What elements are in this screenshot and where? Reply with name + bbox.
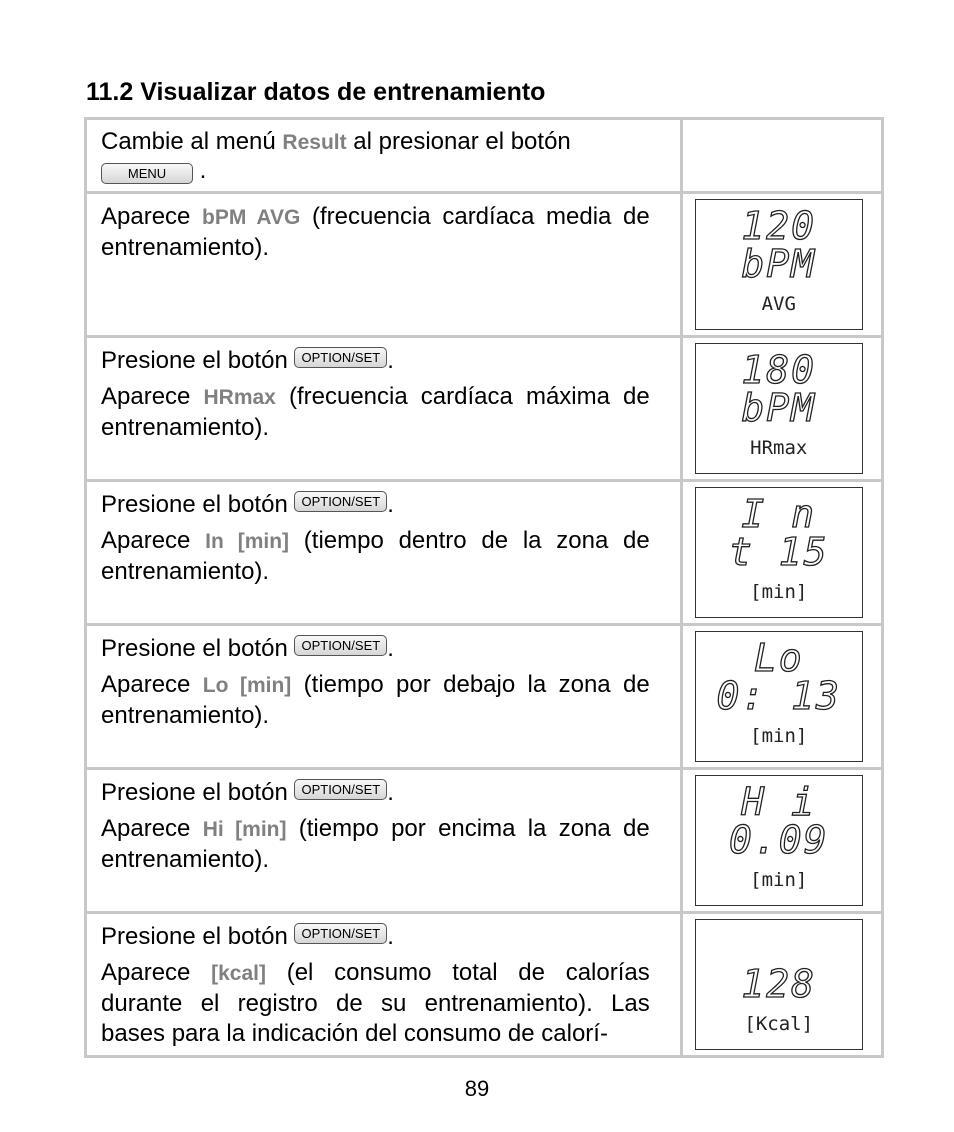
instruction-text: Aparece In [min] (tiempo dentro de la zona de entrenamiento).: [101, 527, 650, 585]
lcd-display: [695, 199, 863, 330]
instruction-cell: [87, 626, 683, 770]
option-set-button-graphic: OPTION/SET: [294, 635, 387, 656]
keyword: In [min]: [205, 530, 290, 553]
table-row: [87, 914, 884, 1058]
lcd-line-1: H i: [741, 780, 817, 824]
option-set-button-graphic: OPTION/SET: [294, 347, 387, 368]
menu-keyword: Result: [282, 131, 347, 154]
option-set-button-graphic: OPTION/SET: [294, 923, 387, 944]
option-set-button-graphic: OPTION/SET: [294, 491, 387, 512]
lcd-display: [695, 775, 863, 906]
press-text: Presione el botón OPTION/SET .: [101, 491, 394, 518]
lcd-display: [695, 919, 863, 1050]
lcd-line-2: bPM: [741, 386, 817, 430]
keyword: Hi [min]: [202, 818, 287, 841]
table-row: [87, 338, 884, 482]
display-cell: [683, 194, 884, 338]
instruction-cell: [87, 482, 683, 626]
keyword: [kcal]: [211, 962, 266, 985]
lcd-line-2: 0.09: [728, 818, 829, 862]
instruction-text: Aparece [kcal] (el consumo total de calorías durante el registro de su entrenamiento). Las bases para la indicación del consumo de calorí-: [101, 959, 650, 1047]
display-cell: [683, 482, 884, 626]
lcd-line-3: [min]: [750, 581, 808, 603]
lcd-display: [695, 343, 863, 474]
display-cell-empty: [683, 120, 884, 194]
section-heading: 11.2 Visualizar datos de entrenamiento: [86, 78, 546, 106]
display-cell: [683, 914, 884, 1058]
press-text: Presione el botón OPTION/SET .: [101, 779, 394, 806]
option-set-button-graphic: OPTION/SET: [294, 779, 387, 800]
lcd-line-3: [Kcal]: [744, 1013, 814, 1035]
instruction-cell: [87, 338, 683, 482]
instruction-text: Aparece Hi [min] (tiempo por encima la zona de entrenamiento).: [101, 815, 650, 873]
lcd-line-2: bPM: [741, 242, 817, 286]
keyword: bPM AVG: [202, 206, 301, 229]
lcd-line-3: [min]: [750, 725, 808, 747]
lcd-line-3: [min]: [750, 869, 808, 891]
press-text: Presione el botón OPTION/SET .: [101, 347, 394, 374]
instruction-text: Aparece Lo [min] (tiempo por debajo la zona de entrenamiento).: [101, 671, 650, 729]
table-row: [87, 120, 884, 194]
lcd-line-1: I n: [741, 492, 817, 536]
display-cell: [683, 626, 884, 770]
table-row: [87, 770, 884, 914]
instruction-text: Cambie al menú Result al presionar el botón MENU .: [101, 128, 571, 184]
lcd-display: [695, 487, 863, 618]
steps-table: [84, 117, 884, 1058]
press-text: Presione el botón OPTION/SET .: [101, 635, 394, 662]
instruction-text: Aparece HRmax (frecuencia cardíaca máxima de entrenamiento).: [101, 383, 650, 441]
instruction-cell: [87, 120, 683, 194]
instruction-cell: [87, 914, 683, 1058]
lcd-line-2: 0: 13: [716, 674, 841, 718]
keyword: Lo [min]: [202, 674, 292, 697]
lcd-line-3: AVG: [761, 293, 796, 315]
lcd-line-2: t 15: [728, 530, 829, 574]
page-number: 89: [464, 1076, 490, 1101]
display-cell: [683, 338, 884, 482]
instruction-text: Aparece bPM AVG (frecuencia cardíaca media de entrenamiento).: [101, 203, 650, 261]
lcd-line-1: 180: [741, 348, 817, 392]
instruction-cell: [87, 194, 683, 338]
press-text: Presione el botón OPTION/SET .: [101, 923, 394, 950]
instruction-cell: [87, 770, 683, 914]
lcd-line-1: 120: [741, 204, 817, 248]
table-row: [87, 194, 884, 338]
lcd-line-1: Lo: [753, 636, 804, 680]
table-row: [87, 626, 884, 770]
keyword: HRmax: [203, 386, 276, 409]
lcd-line-3: HRmax: [750, 437, 808, 459]
display-cell: [683, 770, 884, 914]
menu-button-graphic: MENU: [101, 163, 193, 184]
lcd-line-2: 128: [741, 962, 817, 1006]
table-row: [87, 482, 884, 626]
lcd-display: [695, 631, 863, 762]
